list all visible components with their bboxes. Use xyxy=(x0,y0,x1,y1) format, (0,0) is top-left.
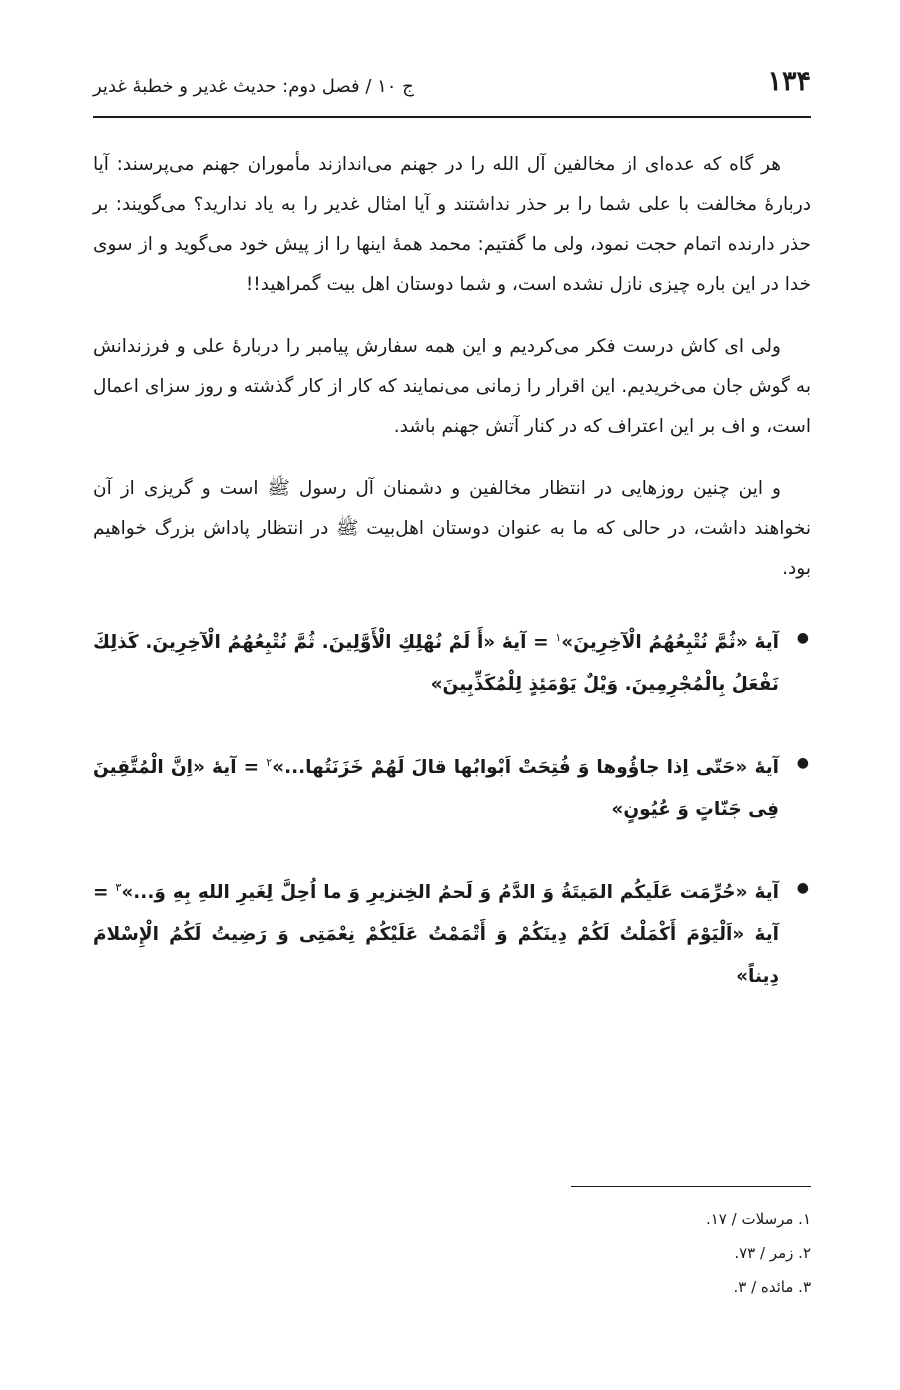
footnote-ref: ۳ xyxy=(115,881,122,895)
verse-item-3 xyxy=(93,867,811,998)
bullet-icon: ● xyxy=(796,755,809,772)
footnote-3: ۳. مائده / ۳. xyxy=(733,1278,811,1296)
footnote-1: ۱. مرسلات / ۱۷. xyxy=(705,1210,811,1228)
paragraph-2: ولی ای كاش درست فكر می‌كردیم و این همه سفارش پیامبر را دربارهٔ علی و فرزندانش به گوش جان می‌خریدیم. این اقرار را زمانی می‌نمایند كه كار از كار گذشته و روز سزای اعمال است، و اف بر این اعتراف كه در كنار آتش جهنم باشد. xyxy=(93,336,811,437)
bullet-icon: ● xyxy=(796,630,809,646)
verse-text: آیهٔ «حُرِّمَت عَلَیكُم المَیتَةُ وَ الدَّمُ وَ لَحمُ الخِنزیرِ وَ ما اُحِلَّ لِغَیرِ اللهِ بِهِ وَ...» xyxy=(121,882,779,904)
verse-item-2 xyxy=(93,742,811,831)
paragraph-1: هر گاه كه عده‌ای از مخالفین آل الله را در جهنم می‌اندازند مأموران جهنم می‌پرسند: آیا دربارهٔ مخالفت با علی شما را بر حذر نداشتند و آیا امثال غدیر را به یاد ندارید؟ می‌گویند: بر حذر دارنده اتمام حجت نمود، ولی ما گفتیم: محمد همهٔ اینها را از پیش خود می‌گوید و از سوی خدا در این باره چیزی نازل نشده است، و شما دوستان اهل بیت گمراهید!! xyxy=(93,154,811,295)
footnote-ref: ۲ xyxy=(266,756,273,770)
footnotes xyxy=(411,1202,811,1304)
footnote-ref: ۱ xyxy=(555,631,562,644)
page-number: ۱۳۴ xyxy=(767,66,811,97)
verse-text: آیهٔ «حَتّى اِذا جاؤُوها وَ فُتِحَتْ اَبْوابُها قالَ لَهُمْ خَزَنَتُها...» xyxy=(272,757,779,779)
verse-text-continued: = آیهٔ «اَلْیَوْمَ أَكْمَلْتُ لَكُمْ دِینَكُمْ وَ أَتْمَمْتُ عَلَیْكُمْ نِعْمَتِی وَ رَضِیتُ لَكُمُ الْإِسْلامَ دِیناً» xyxy=(93,882,779,988)
page-header xyxy=(93,62,811,110)
running-title: ج ۱۰ / فصل دوم: حدیث غدیر و خطبهٔ غدیر xyxy=(93,76,414,97)
book-page xyxy=(93,0,811,1390)
verse-text: آیهٔ «ثُمَّ نُتْبِعُهُمُ الْآخِرِینَ» xyxy=(561,632,779,654)
header-rule xyxy=(93,116,811,118)
verse-text-continued: = آیهٔ «اِنَّ الْمُتَّقِینَ فِی جَنّاتٍ وَ عُیُونٍ» xyxy=(93,757,779,821)
footnote-rule xyxy=(571,1186,811,1187)
paragraph-3: و این چنین روزهایی در انتظار مخالفین و دشمنان آل رسول ﷺ است و گریزی از آن نخواهند داشت، در حالی كه ما به عنوان دوستان اهل‌بیت ﷺ در انتظار پاداش بزرگ خواهیم بود. xyxy=(93,478,811,579)
bullet-icon: ● xyxy=(796,880,809,897)
verse-text-continued: = آیهٔ «أَ لَمْ نُهْلِكِ الْأَوَّلِینَ. ثُمَّ نُتْبِعُهُمُ الْآخِرِینَ. كَذلِكَ نَفْعَلُ بِالْمُجْرِمِینَ. وَیْلٌ یَوْمَئِذٍ لِلْمُكَذِّبِینَ» xyxy=(93,632,779,696)
footnote-2: ۲. زمر / ۷۳. xyxy=(734,1244,811,1262)
verse-item-1 xyxy=(93,617,811,706)
body-text xyxy=(93,145,811,998)
